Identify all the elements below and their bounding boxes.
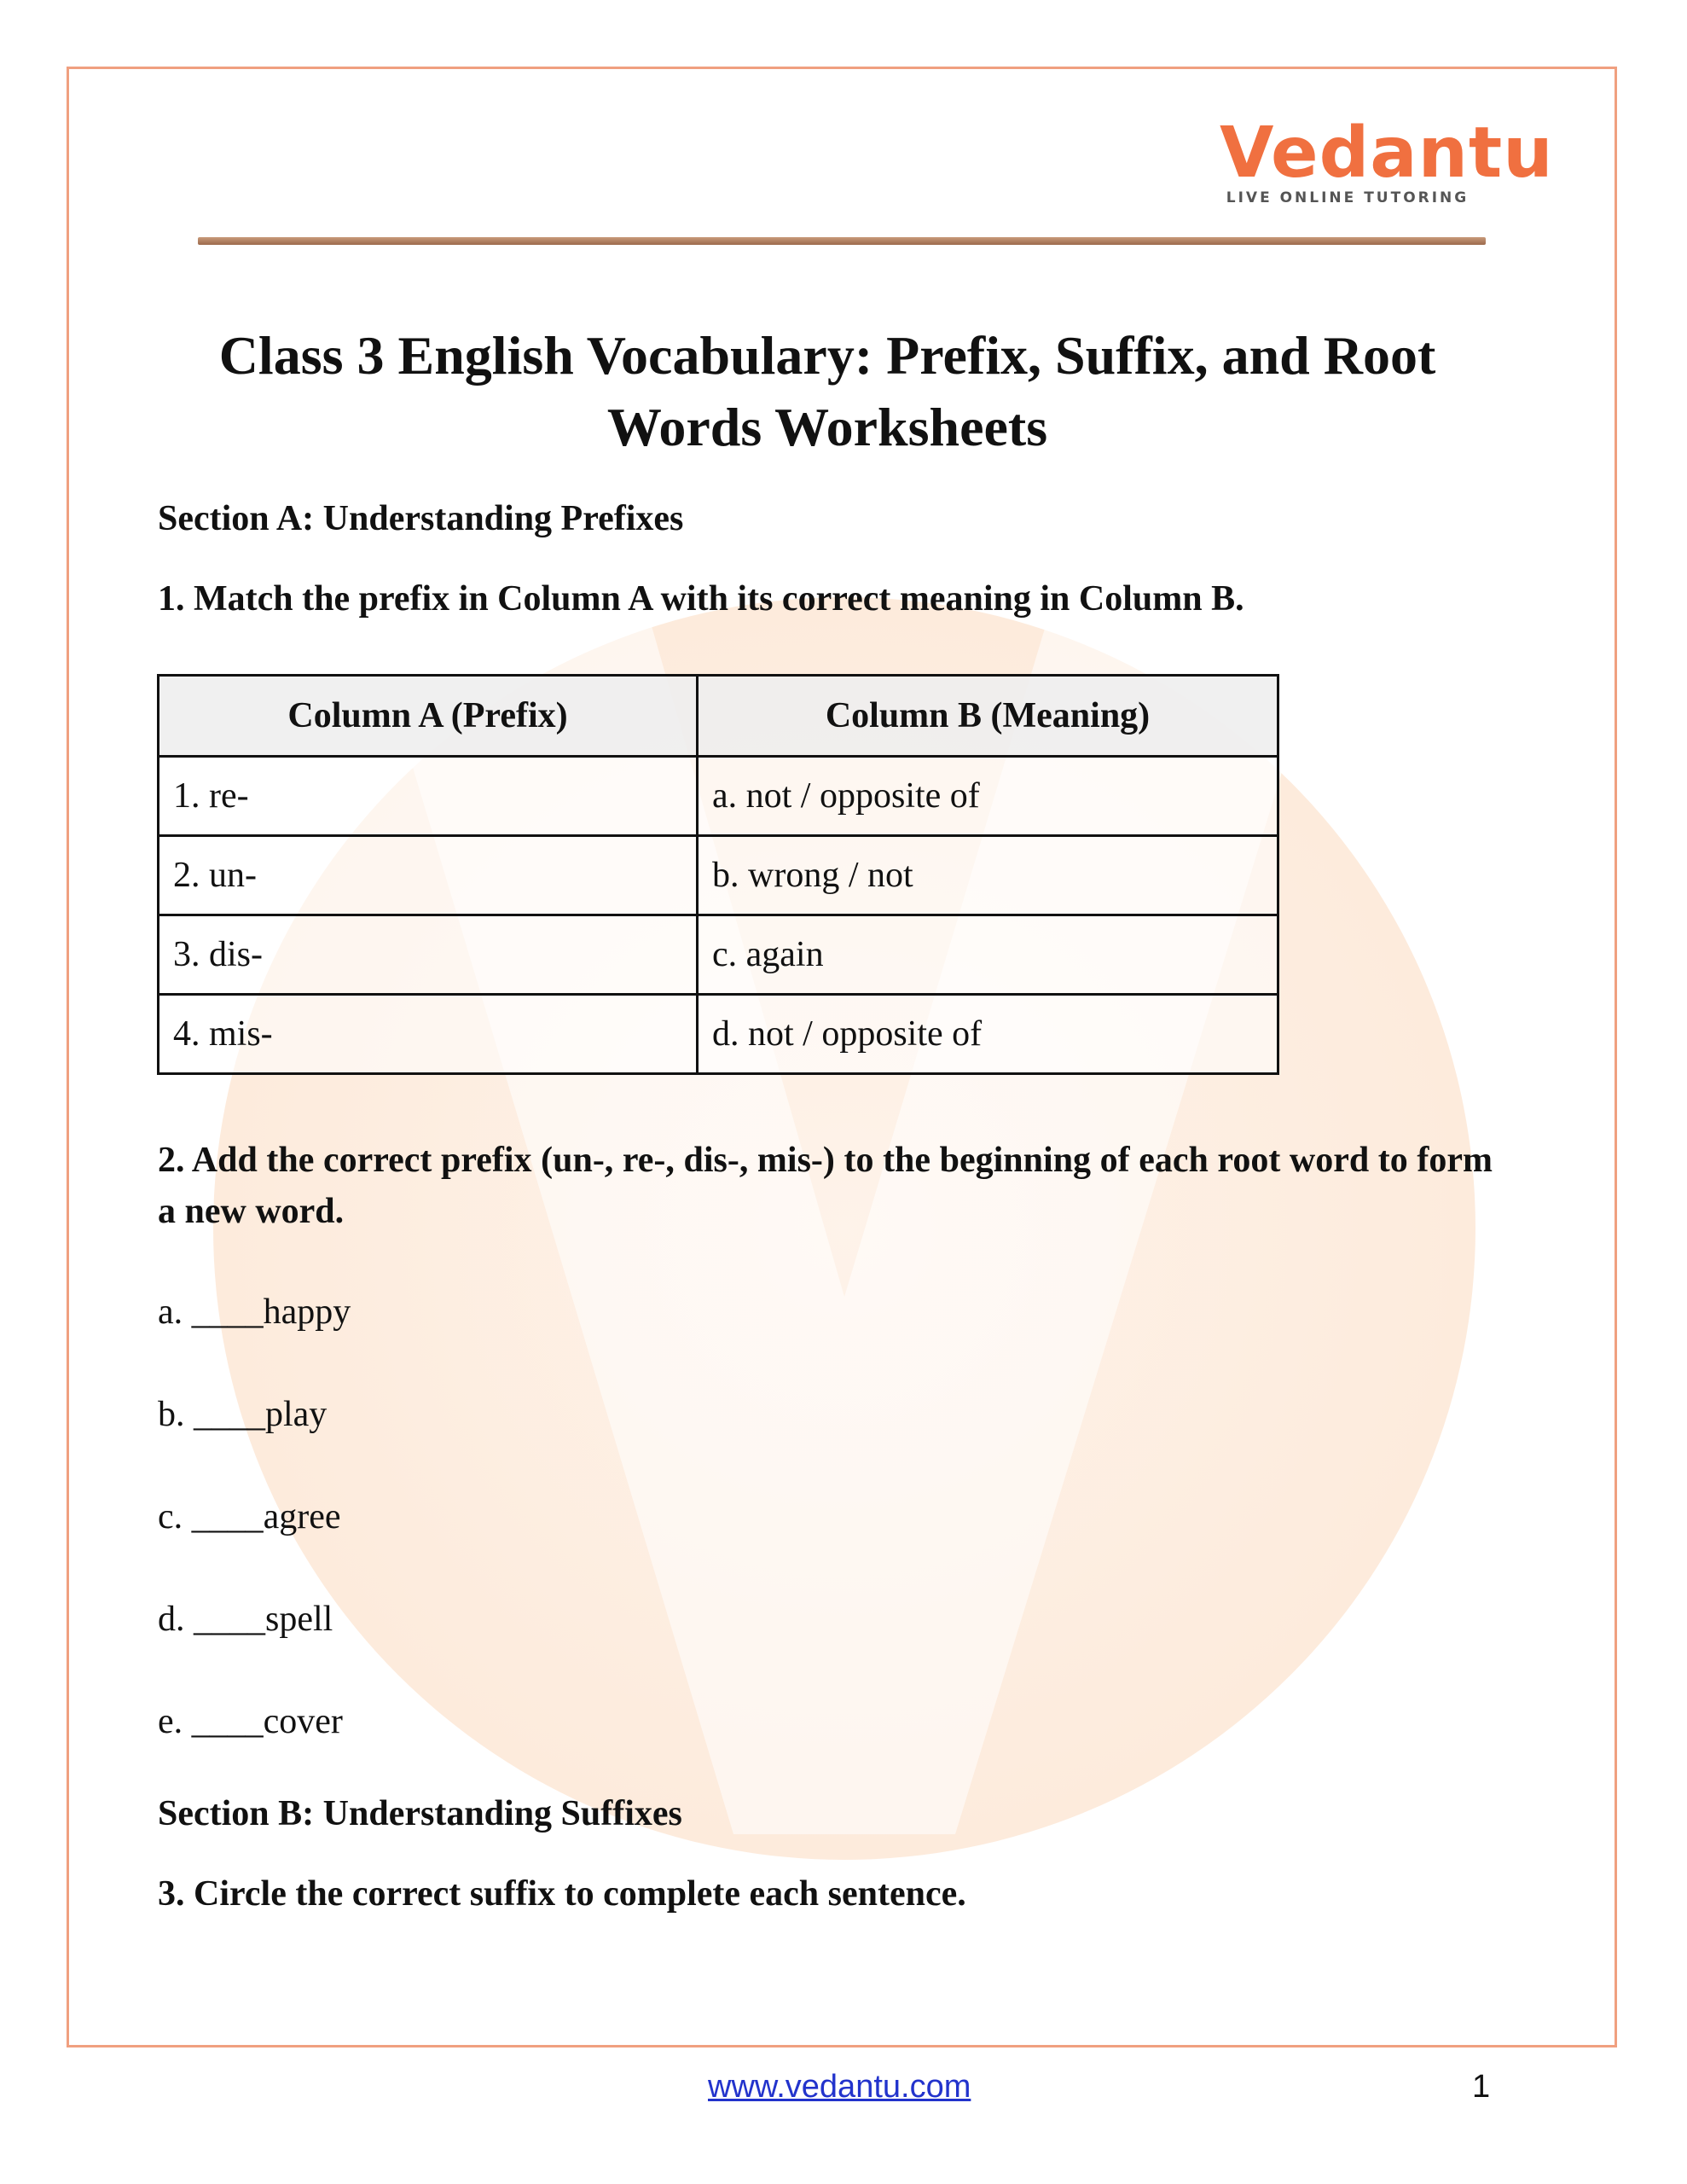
- table-cell-meaning: c. again: [698, 915, 1278, 995]
- table-cell-prefix: 1. re-: [159, 757, 698, 836]
- table-cell-prefix: 2. un-: [159, 836, 698, 915]
- table-row: [159, 915, 1278, 995]
- table-cell-meaning: b. wrong / not: [698, 836, 1278, 915]
- question-2: 2. Add the correct prefix (un-, re-, dis-, mis-) to the beginning of each root word to form a new word.: [158, 1141, 1493, 1231]
- fill-blank-item: d. ____spell: [158, 1600, 333, 1639]
- question-3: 3. Circle the correct suffix to complete each sentence.: [158, 1874, 966, 1914]
- table-header-row: [159, 676, 1278, 757]
- fill-blank-item: c. ____agree: [158, 1497, 341, 1536]
- vedantu-logo: [1220, 111, 1554, 213]
- page-number: 1: [1472, 2069, 1491, 2105]
- table-cell-meaning: d. not / opposite of: [698, 995, 1278, 1074]
- table-row: [159, 995, 1278, 1074]
- table-cell-prefix: 3. dis-: [159, 915, 698, 995]
- table-row: [159, 757, 1278, 836]
- question-1: 1. Match the prefix in Column A with its correct meaning in Column B.: [158, 579, 1244, 619]
- logo-tagline: LIVE ONLINE TUTORING: [1226, 189, 1470, 206]
- table-cell-meaning: a. not / opposite of: [698, 757, 1278, 836]
- logo-text: Vedantu: [1220, 113, 1554, 194]
- fill-blank-item: a. ____happy: [158, 1292, 351, 1332]
- page-title: Class 3 English Vocabulary: Prefix, Suffix, and Root Words Worksheets: [218, 325, 1436, 457]
- prefix-match-table: [157, 674, 1279, 1075]
- column-b-header: Column B (Meaning): [698, 676, 1278, 757]
- section-a-heading: Section A: Understanding Prefixes: [158, 499, 684, 538]
- table-row: [159, 836, 1278, 915]
- table-cell-prefix: 4. mis-: [159, 995, 698, 1074]
- header-divider: [198, 237, 1486, 245]
- fill-blank-item: b. ____play: [158, 1395, 328, 1434]
- fill-blank-item: e. ____cover: [158, 1702, 343, 1741]
- section-b-heading: Section B: Understanding Suffixes: [158, 1794, 682, 1833]
- footer-website-link[interactable]: www.vedantu.com: [708, 2069, 971, 2105]
- column-a-header: Column A (Prefix): [159, 676, 698, 757]
